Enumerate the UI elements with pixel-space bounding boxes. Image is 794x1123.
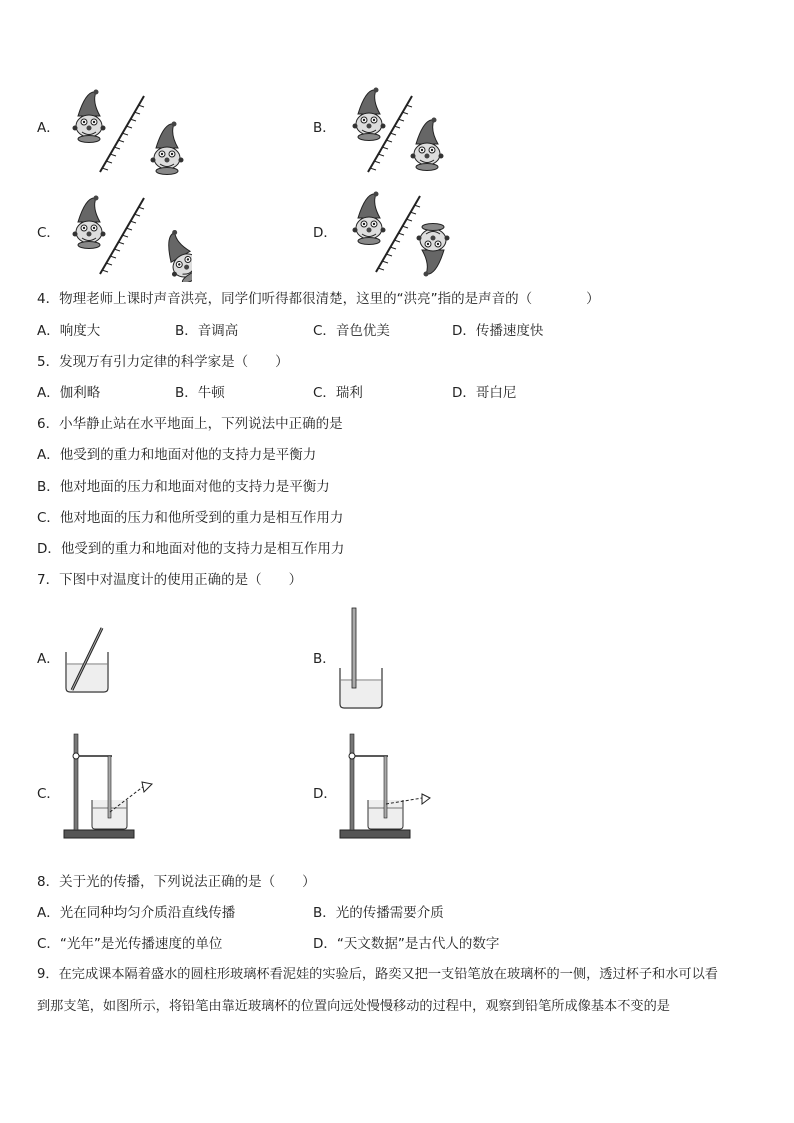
q5-option-a: A．伽利略 <box>37 385 101 401</box>
q3-option-a-picture <box>72 86 192 176</box>
q8-option-c: C．“光年”是光传播速度的单位 <box>37 936 223 952</box>
q5-option-d: D．哥白尼 <box>452 385 517 401</box>
q7-option-b-letter: B． <box>313 651 336 667</box>
q5-option-b: B．牛顿 <box>175 385 225 401</box>
q7-option-b-picture <box>336 606 386 712</box>
q9-line-2: 到那支笔，如图所示，将铅笔由靠近玻璃杯的位置向远处慢慢移动的过程中，观察到铅笔所成像基本不变的是 <box>37 999 670 1014</box>
q6-option-c: C．他对地面的压力和他所受到的重力是相互作用力 <box>37 510 344 526</box>
q8-option-b: B．光的传播需要介质 <box>313 905 444 921</box>
q4-option-a: A．响度大 <box>37 323 101 339</box>
q6-option-a: A．他受到的重力和地面对他的支持力是平衡力 <box>37 447 317 463</box>
q6-option-d: D．他受到的重力和地面对他的支持力是相互作用力 <box>37 541 345 557</box>
q4-option-d: D．传播速度快 <box>452 323 544 339</box>
q3-option-b-letter: B． <box>313 120 336 136</box>
q4-stem: 4．物理老师上课时声音洪亮，同学们听得都很清楚，这里的“洪亮”指的是声音的（ ） <box>37 291 600 307</box>
q3-option-a-letter: A． <box>37 120 60 136</box>
q4-option-b: B．音调高 <box>175 323 239 339</box>
q3-option-c-picture <box>72 192 192 282</box>
q7-option-c-picture <box>62 732 162 842</box>
q3-option-d-picture <box>350 188 460 280</box>
q7-option-d-letter: D． <box>313 786 337 802</box>
q7-option-c-letter: C． <box>37 786 60 802</box>
q3-option-d-letter: D． <box>313 225 337 241</box>
q5-stem: 5．发现万有引力定律的科学家是（ ） <box>37 354 289 370</box>
q7-stem: 7．下图中对温度计的使用正确的是（ ） <box>37 572 303 588</box>
q7-option-d-picture <box>338 732 438 842</box>
q9-line-1: 9．在完成课本隔着盛水的圆柱形玻璃杯看泥娃的实验后，路奕又把一支铅笔放在玻璃杯的一侧，透过杯子和水可以看 <box>37 967 718 982</box>
q8-option-a: A．光在同种均匀介质沿直线传播 <box>37 905 236 921</box>
q8-stem: 8．关于光的传播，下列说法正确的是（ ） <box>37 874 316 890</box>
q8-option-d: D．“天文数据”是古代人的数字 <box>313 936 500 952</box>
q3-option-b-picture <box>350 84 450 176</box>
q7-option-a-picture <box>62 624 112 696</box>
q4-option-c: C．音色优美 <box>313 323 390 339</box>
q6-stem: 6．小华静止站在水平地面上，下列说法中正确的是 <box>37 416 343 432</box>
q3-option-c-letter: C． <box>37 225 60 241</box>
q5-option-c: C．瑞利 <box>313 385 363 401</box>
q6-option-b: B．他对地面的压力和地面对他的支持力是平衡力 <box>37 479 330 495</box>
q7-option-a-letter: A． <box>37 651 60 667</box>
